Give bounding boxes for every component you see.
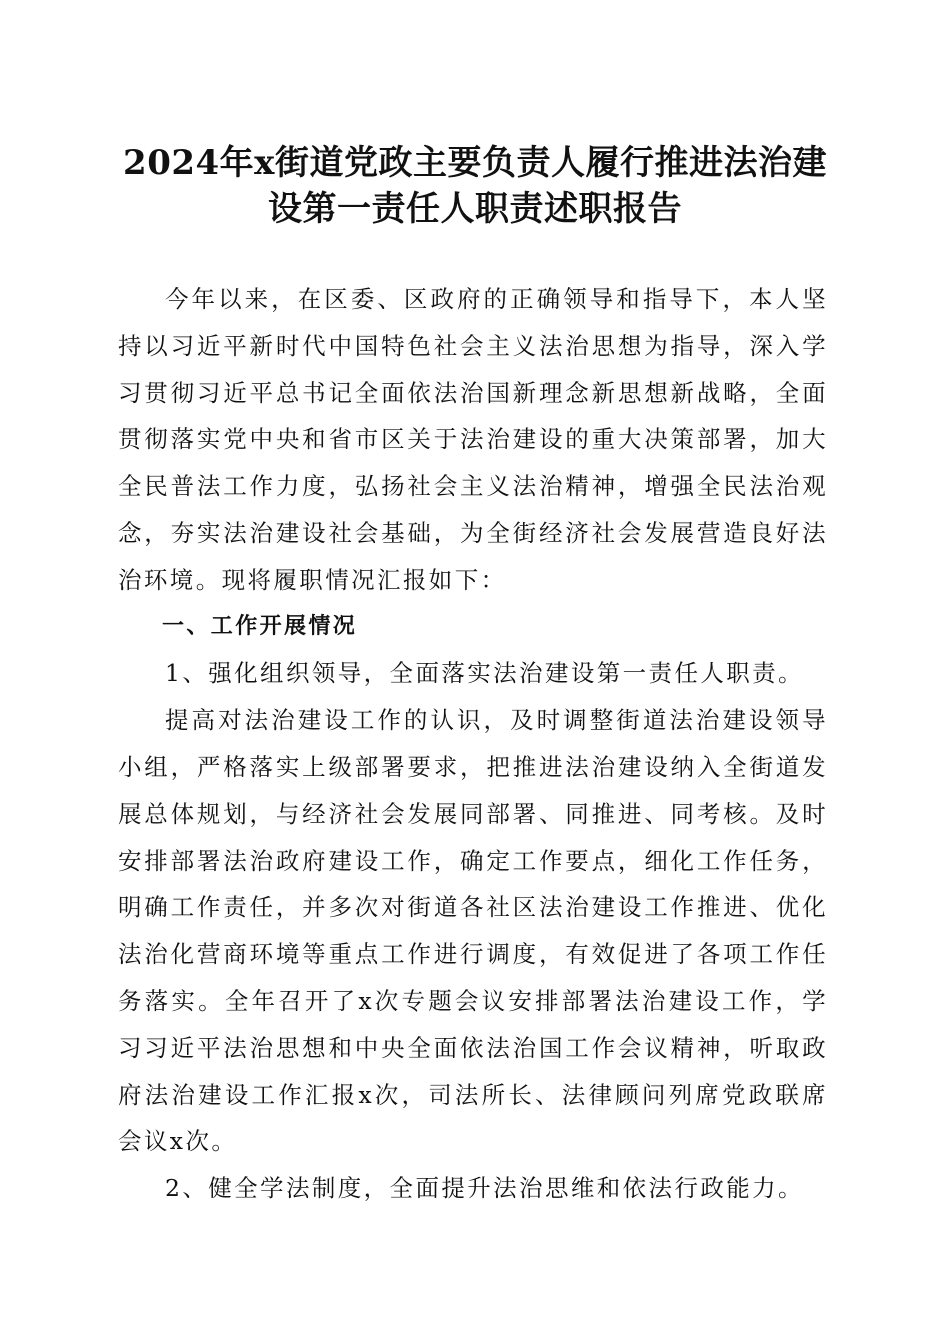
section-heading-work-status: 一、工作开展情况 — [162, 613, 358, 639]
title-line-2: 设第一责任人职责述职报告 — [268, 189, 682, 229]
title-line-1: 2024年x街道党政主要负责人履行推进法治建 — [123, 143, 827, 183]
item-2-heading: 2、健全学法制度，全面提升法治思维和依法行政能力。 — [165, 1174, 804, 1203]
intro-paragraph: 今年以来，在区委、区政府的正确领导和指导下，本人坚持以习近平新时代中国特色社会主义法治思想为指导，深入学习贯彻习近平总书记全面依法治国新理念新思想新战略，全面贯彻落实党中央和省市区关于法治建设的重大决策部署，加大全民普法工作力度，弘扬社会主义法治精神，增强全民法治观念，夯实法治建设社会基础，为全街经济社会发展营造良好法治环境。现将履职情况汇报如下： — [118, 285, 828, 594]
document-body — [118, 276, 828, 1212]
item-1-body: 提高对法治建设工作的认识，及时调整街道法治建设领导小组，严格落实上级部署要求，把推进法治建设纳入全街道发展总体规划，与经济社会发展同部署、同推进、同考核。及时安排部署法治政府建设工作，确定工作要点，细化工作任务，明确工作责任，并多次对街道各社区法治建设工作推进、优化法治化营商环境等重点工作进行调度，有效促进了各项工作任务落实。全年召开了x次专题会议安排部署法治建设工作，学习习近平法治思想和中央全面依法治国工作会议精神，听取政府法治建设工作汇报x次，司法所长、法律顾问列席党政联席会议x次。 — [118, 706, 828, 1156]
item-1-heading: 1、强化组织领导，全面落实法治建设第一责任人职责。 — [165, 659, 804, 688]
document-title — [110, 140, 840, 232]
